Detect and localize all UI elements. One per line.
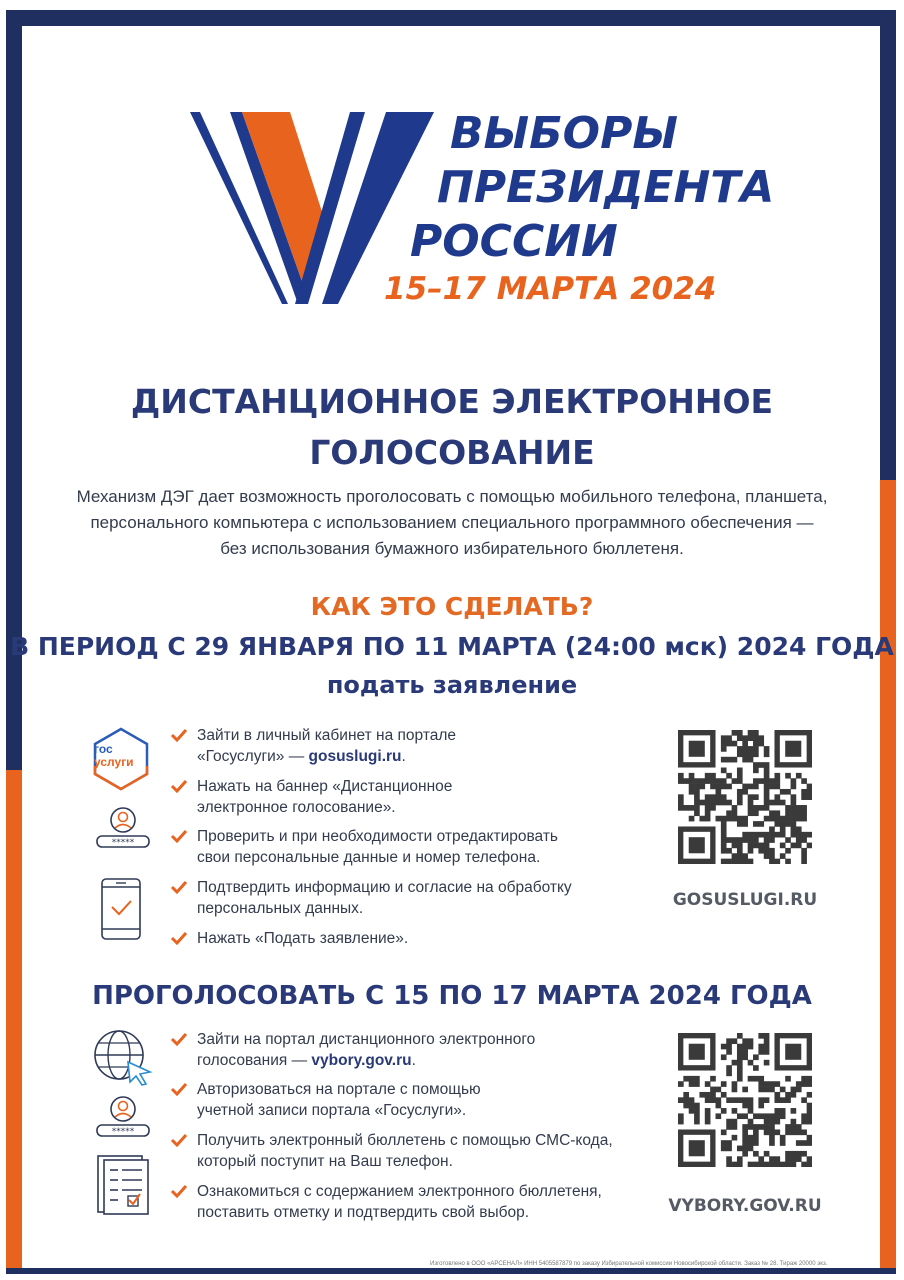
vybory-qr-code[interactable] (678, 1033, 812, 1167)
step-text: . (401, 748, 406, 765)
submit-subheading: подать заявление (326, 671, 578, 699)
step-line: свои персональные данные и номер телефона. (197, 849, 541, 866)
check-icon (170, 931, 188, 945)
header-title-line-2: ПРЕЗИДЕНТА (437, 162, 775, 213)
step-line: Зайти на портал дистанционного электронного (197, 1031, 536, 1048)
user-login-icon (95, 806, 151, 850)
check-icon (170, 1082, 188, 1096)
step-line: Нажать «Подать заявление». (197, 930, 409, 947)
vybory-qr-label: VYBORY.GOV.RU (668, 1196, 822, 1216)
gosuslugi-logo-text-1: гос (94, 742, 113, 756)
gosuslugi-qr-label: GOSUSLUGI.RU (672, 890, 818, 910)
step-line: Получить электронный бюллетень с помощью СМС-кода, (197, 1132, 613, 1149)
step-line: Проверить и при необходимости отредактировать (197, 828, 558, 845)
step-line: Нажать на баннер «Дистанционное (197, 778, 453, 795)
check-icon (170, 1032, 188, 1046)
header-dates: 15–17 МАРТА 2024 (384, 271, 717, 307)
vybory-link[interactable]: vybory.gov.ru (311, 1052, 412, 1069)
intro-line: без использования бумажного избирательного бюллетеня. (220, 539, 684, 558)
how-to-heading: КАК ЭТО СДЕЛАТЬ? (310, 592, 594, 621)
step-line: Авторизоваться на портале с помощью (197, 1081, 481, 1098)
gosuslugi-link[interactable]: gosuslugi.ru (308, 748, 402, 765)
step-line: учетной записи портала «Госуслуги». (197, 1102, 467, 1119)
step-line: электронное голосование». (197, 799, 396, 816)
check-icon (170, 728, 188, 742)
gosuslugi-qr-code[interactable] (678, 730, 812, 864)
vote-heading: ПРОГОЛОСОВАТЬ С 15 ПО 17 МАРТА 2024 ГОДА (92, 981, 812, 1011)
intro-line: Механизм ДЭГ дает возможность проголосовать с помощью мобильного телефона, планшета, (76, 487, 828, 506)
main-heading-line-2: ГОЛОСОВАНИЕ (309, 433, 595, 472)
step-line: Подтвердить информацию и согласие на обработку (197, 879, 572, 896)
header-title-line-1: ВЫБОРЫ (450, 108, 678, 159)
imprint-note: Изготовлено в ООО «АРСЕНАЛ» ИНН 5405587879 по заказу Избирательной комиссии Новосибирской области. Заказ № 28. Тираж 20000 экз. (430, 1261, 828, 1267)
header-title-line-3: РОССИИ (410, 216, 618, 267)
step-line (197, 746, 657, 767)
svg-text:*****: ***** (111, 838, 135, 848)
step-text: голосования — (197, 1052, 312, 1069)
svg-text:*****: ***** (111, 1127, 135, 1137)
check-icon (170, 829, 188, 843)
step-text: . (411, 1052, 416, 1069)
user-login-icon (95, 1095, 151, 1139)
check-icon (170, 1184, 188, 1198)
main-heading-line-1: ДИСТАНЦИОННОЕ ЭЛЕКТРОННОЕ (130, 382, 774, 421)
step-line: поставить отметку и подтвердить свой выбор. (197, 1204, 530, 1221)
gosuslugi-logo-text-2: услуги (94, 755, 134, 769)
step-line: персональных данных. (197, 900, 364, 917)
smartphone-check-icon (100, 877, 142, 941)
intro-paragraph (40, 484, 864, 562)
period-heading: В ПЕРИОД С 29 ЯНВАРЯ ПО 11 МАРТА (24:00 мск) 2024 ГОДА (10, 632, 894, 661)
check-icon (170, 1133, 188, 1147)
step-line: Зайти в личный кабинет на портале (197, 727, 457, 744)
gosuslugi-logo-icon (88, 726, 154, 792)
check-icon (170, 779, 188, 793)
intro-line: персонального компьютера с использованием специального программного обеспечения — (90, 513, 814, 532)
ballot-checklist-icon (96, 1154, 150, 1216)
step-line: Ознакомиться с содержанием электронного бюллетеня, (197, 1183, 602, 1200)
check-icon (170, 880, 188, 894)
step-line (197, 1050, 657, 1071)
step-line: который поступит на Ваш телефон. (197, 1153, 453, 1170)
step-text: «Госуслуги» — (197, 748, 309, 765)
globe-cursor-icon (92, 1028, 154, 1086)
